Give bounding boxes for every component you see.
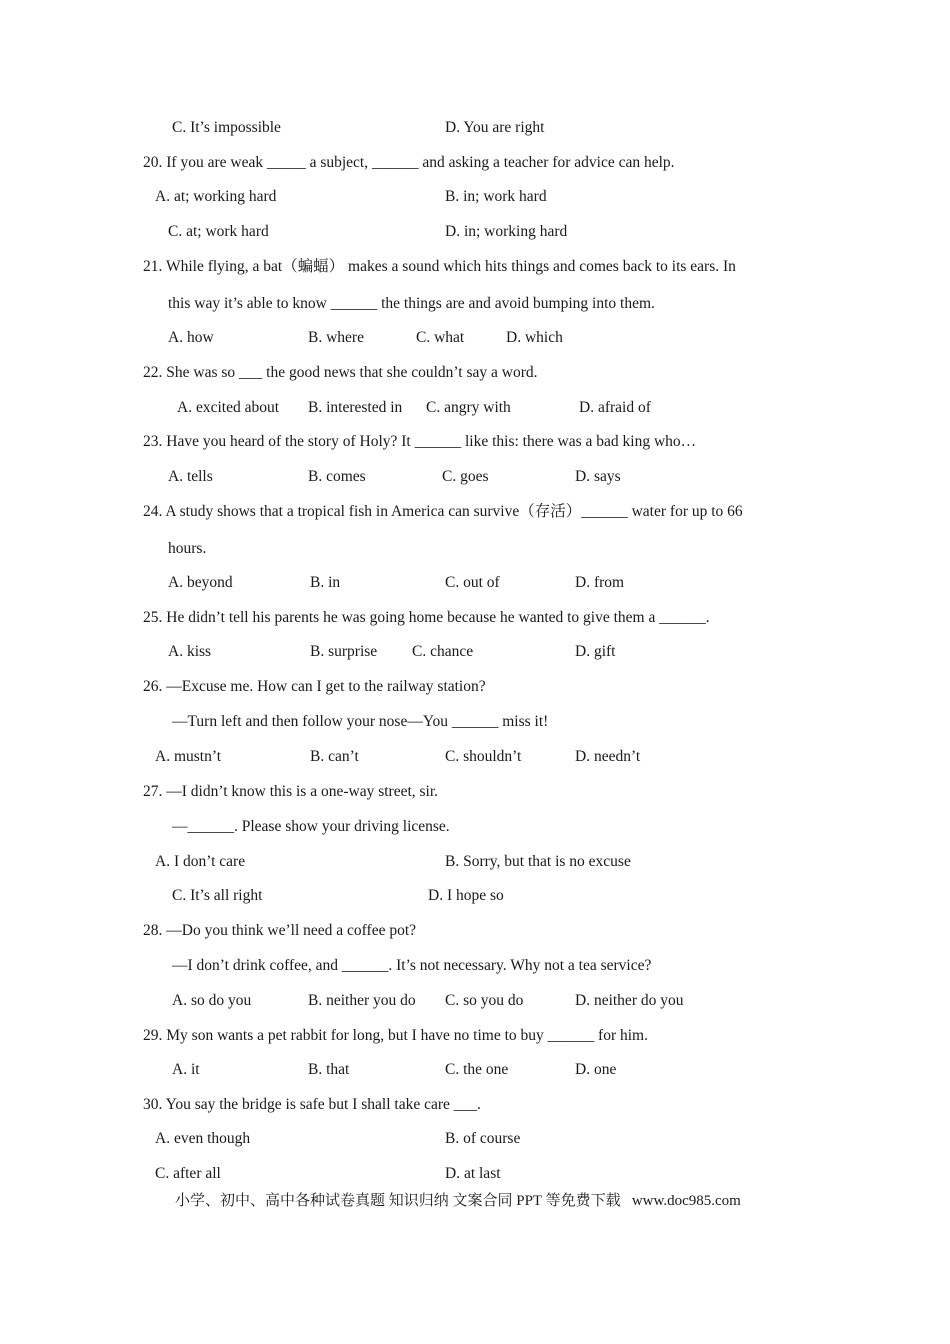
question-28: 28. —Do you think we’ll need a coffee pot? [143, 922, 417, 939]
question-29: 29. My son wants a pet rabbit for long, but I have no time to buy ______ for him. [143, 1027, 648, 1044]
option-30a: A. even though [155, 1130, 251, 1147]
option-26a: A. mustn’t [155, 748, 222, 765]
option-24c: C. out of [445, 574, 500, 591]
option-28a: A. so do you [172, 992, 252, 1009]
option-22a: A. excited about [177, 399, 280, 416]
option-26c: C. shouldn’t [445, 748, 522, 765]
option-22d: D. afraid of [579, 399, 651, 416]
question-27-line2: —______. Please show your driving license. [172, 818, 450, 835]
option-20b: B. in; work hard [445, 188, 547, 205]
option-19d: D. You are right [445, 119, 545, 136]
option-24b: B. in [310, 574, 341, 591]
option-19c: C. It’s impossible [172, 119, 281, 136]
option-29c: C. the one [445, 1061, 509, 1078]
option-21a: A. how [168, 329, 214, 346]
option-27a: A. I don’t care [155, 853, 246, 870]
question-22: 22. She was so ___ the good news that she couldn’t say a word. [143, 364, 538, 381]
option-30d: D. at last [445, 1165, 501, 1182]
option-24a: A. beyond [168, 574, 233, 591]
option-27c: C. It’s all right [172, 887, 263, 904]
option-25c: C. chance [412, 643, 474, 660]
option-27b: B. Sorry, but that is no excuse [445, 853, 631, 870]
option-25a: A. kiss [168, 643, 212, 660]
option-30b: B. of course [445, 1130, 521, 1147]
question-24-line2: hours. [168, 540, 207, 557]
question-23: 23. Have you heard of the story of Holy? It ______ like this: there was a bad king who… [143, 433, 697, 450]
option-20c: C. at; work hard [168, 223, 269, 240]
question-24: 24. A study shows that a tropical fish in America can survive（存活）______ water for up to 66 [143, 503, 743, 520]
option-21c: C. what [416, 329, 465, 346]
option-23d: D. says [575, 468, 621, 485]
question-21: 21. While flying, a bat（蝙蝠） makes a sound which hits things and comes back to its ears. In [143, 258, 736, 275]
question-27: 27. —I didn’t know this is a one-way street, sir. [143, 783, 439, 800]
option-20a: A. at; working hard [155, 188, 277, 205]
option-23b: B. comes [308, 468, 366, 485]
question-25: 25. He didn’t tell his parents he was going home because he wanted to give them a ______. [143, 609, 710, 626]
question-26: 26. —Excuse me. How can I get to the railway station? [143, 678, 486, 695]
option-30c: C. after all [155, 1165, 221, 1182]
option-28c: C. so you do [445, 992, 524, 1009]
option-29a: A. it [172, 1061, 200, 1078]
option-29d: D. one [575, 1061, 617, 1078]
question-20: 20. If you are weak _____ a subject, ______ and asking a teacher for advice can help. [143, 154, 675, 171]
option-23c: C. goes [442, 468, 489, 485]
option-22c: C. angry with [426, 399, 511, 416]
option-27d: D. I hope so [428, 887, 504, 904]
option-23a: A. tells [168, 468, 213, 485]
question-26-line2: —Turn left and then follow your nose—You ______ miss it! [172, 713, 549, 730]
option-25d: D. gift [575, 643, 616, 660]
option-29b: B. that [308, 1061, 350, 1078]
question-28-line2: —I don’t drink coffee, and ______. It’s not necessary. Why not a tea service? [172, 957, 652, 974]
option-25b: B. surprise [310, 643, 378, 660]
page-footer: 小学、初中、高中各种试卷真题 知识归纳 文案合同 PPT 等免费下载 www.doc985.com [175, 1193, 741, 1209]
option-21b: B. where [308, 329, 364, 346]
option-26d: D. needn’t [575, 748, 641, 765]
option-21d: D. which [506, 329, 563, 346]
option-20d: D. in; working hard [445, 223, 568, 240]
option-26b: B. can’t [310, 748, 359, 765]
option-28d: D. neither do you [575, 992, 684, 1009]
question-21-line2: this way it’s able to know ______ the things are and avoid bumping into them. [168, 295, 655, 312]
question-30: 30. You say the bridge is safe but I shall take care ___. [143, 1096, 481, 1113]
option-28b: B. neither you do [308, 992, 416, 1009]
option-24d: D. from [575, 574, 625, 591]
option-22b: B. interested in [308, 399, 403, 416]
